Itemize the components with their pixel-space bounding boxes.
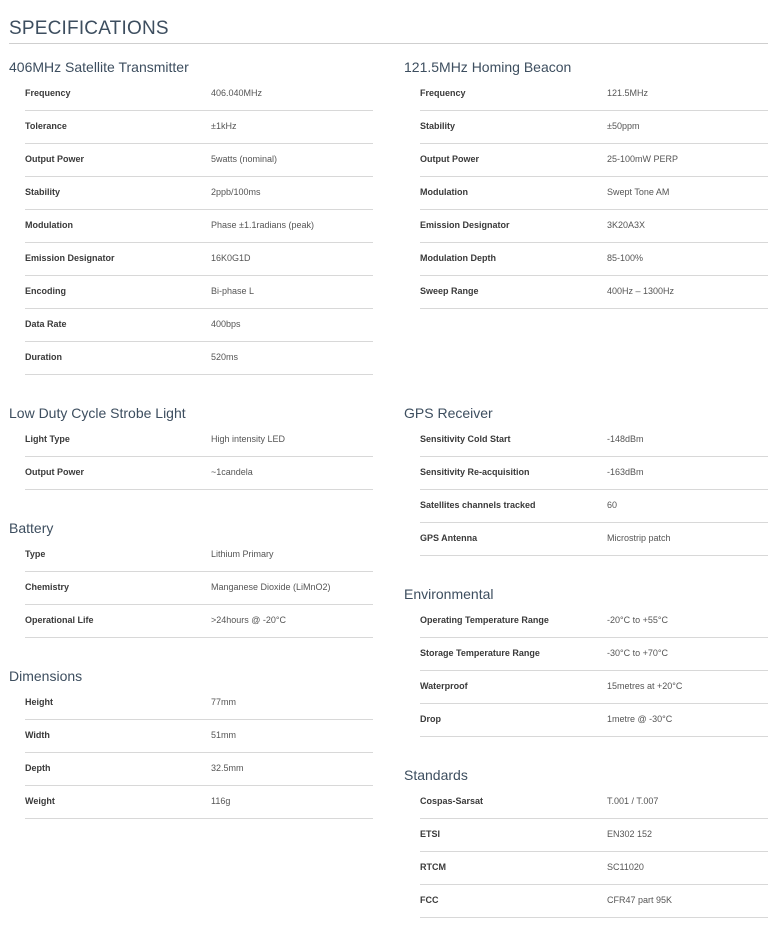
spec-label: Type bbox=[25, 549, 46, 559]
spec-row bbox=[25, 720, 373, 753]
spec-row bbox=[25, 111, 373, 144]
spec-row bbox=[420, 490, 768, 523]
spec-value: 32.5mm bbox=[211, 763, 244, 773]
spec-value: 15metres at +20°C bbox=[607, 681, 683, 691]
spec-value: -30°C to +70°C bbox=[607, 648, 668, 658]
section-environmental bbox=[404, 584, 768, 737]
spec-table bbox=[9, 78, 373, 375]
spec-label: Cospas-Sarsat bbox=[420, 796, 484, 806]
spec-value: SC11020 bbox=[607, 862, 644, 872]
spec-label: Modulation bbox=[420, 187, 468, 197]
section-transmitter bbox=[9, 57, 373, 375]
spec-value: ~1candela bbox=[211, 467, 253, 477]
spec-value: -148dBm bbox=[607, 434, 644, 444]
title-divider bbox=[9, 43, 768, 44]
spec-label: Drop bbox=[420, 714, 441, 724]
spec-label: Output Power bbox=[25, 154, 84, 164]
spec-label: Output Power bbox=[420, 154, 479, 164]
spec-row bbox=[420, 210, 768, 243]
spec-row bbox=[420, 523, 768, 556]
spec-value: >24hours @ -20°C bbox=[211, 615, 287, 625]
section-dimensions bbox=[9, 666, 373, 819]
spec-value: 16K0G1D bbox=[211, 253, 251, 263]
spec-row bbox=[25, 539, 373, 572]
spec-label: Frequency bbox=[25, 88, 71, 98]
spec-table bbox=[404, 605, 768, 737]
spec-row bbox=[25, 605, 373, 638]
spec-row bbox=[420, 424, 768, 457]
section-title: GPS Receiver bbox=[404, 405, 493, 421]
spec-row bbox=[420, 638, 768, 671]
spec-label: ETSI bbox=[420, 829, 441, 839]
spec-value: -163dBm bbox=[607, 467, 644, 477]
spec-row bbox=[420, 111, 768, 144]
spec-value: 25-100mW PERP bbox=[607, 154, 679, 164]
spec-row bbox=[420, 885, 768, 918]
spec-row bbox=[420, 671, 768, 704]
spec-value: ±50ppm bbox=[607, 121, 640, 131]
spec-label: Tolerance bbox=[25, 121, 67, 131]
spec-row bbox=[420, 243, 768, 276]
spec-value: Phase ±1.1radians (peak) bbox=[211, 220, 314, 230]
spec-row bbox=[420, 819, 768, 852]
spec-row bbox=[25, 753, 373, 786]
spec-label: Satellites channels tracked bbox=[420, 500, 536, 510]
spec-row bbox=[420, 457, 768, 490]
spec-row bbox=[25, 457, 373, 490]
spec-label: Emission Designator bbox=[420, 220, 510, 230]
spec-label: Height bbox=[25, 697, 53, 707]
spec-label: Storage Temperature Range bbox=[420, 648, 540, 658]
spec-label: Light Type bbox=[25, 434, 70, 444]
spec-row bbox=[25, 177, 373, 210]
spec-value: 121.5MHz bbox=[607, 88, 649, 98]
spec-row bbox=[420, 605, 768, 638]
spec-value: Lithium Primary bbox=[211, 549, 274, 559]
spec-row bbox=[25, 786, 373, 819]
spec-value: EN302 152 bbox=[607, 829, 653, 839]
spec-label: Modulation bbox=[25, 220, 73, 230]
spec-value: T.001 / T.007 bbox=[607, 796, 659, 806]
spec-row bbox=[420, 177, 768, 210]
spec-value: 3K20A3X bbox=[607, 220, 646, 230]
spec-table bbox=[404, 424, 768, 556]
spec-table bbox=[404, 78, 768, 309]
spec-value: 77mm bbox=[211, 697, 237, 707]
spec-label: Sweep Range bbox=[420, 286, 479, 296]
spec-value: 51mm bbox=[211, 730, 237, 740]
spec-label: Duration bbox=[25, 352, 62, 362]
section-title: Environmental bbox=[404, 586, 494, 602]
spec-table bbox=[9, 424, 373, 490]
spec-label: Stability bbox=[420, 121, 456, 131]
spec-row bbox=[25, 276, 373, 309]
spec-label: Output Power bbox=[25, 467, 84, 477]
spec-label: Depth bbox=[25, 763, 51, 773]
spec-row bbox=[420, 78, 768, 111]
page-title: SPECIFICATIONS bbox=[9, 17, 169, 39]
spec-label: Encoding bbox=[25, 286, 66, 296]
spec-row bbox=[25, 342, 373, 375]
section-title: 121.5MHz Homing Beacon bbox=[404, 59, 572, 75]
section-standards bbox=[404, 765, 768, 918]
section-homing-beacon bbox=[404, 57, 768, 309]
spec-value: 1metre @ -30°C bbox=[607, 714, 673, 724]
spec-value: 5watts (nominal) bbox=[211, 154, 278, 164]
section-title: Standards bbox=[404, 767, 468, 783]
section-title: Dimensions bbox=[9, 668, 83, 684]
spec-value: 2ppb/100ms bbox=[211, 187, 261, 197]
spec-value: 116g bbox=[211, 796, 231, 806]
spec-table bbox=[9, 687, 373, 819]
spec-row bbox=[420, 144, 768, 177]
spec-value: 400bps bbox=[211, 319, 241, 329]
spec-row bbox=[25, 243, 373, 276]
spec-value: -20°C to +55°C bbox=[607, 615, 668, 625]
spec-value: High intensity LED bbox=[211, 434, 286, 444]
spec-value: 520ms bbox=[211, 352, 239, 362]
spec-label: Waterproof bbox=[420, 681, 468, 691]
spec-row bbox=[25, 309, 373, 342]
spec-value: Manganese Dioxide (LiMnO2) bbox=[211, 582, 331, 592]
spec-label: Emission Designator bbox=[25, 253, 115, 263]
spec-value: ±1kHz bbox=[211, 121, 237, 131]
spec-value: 400Hz – 1300Hz bbox=[607, 286, 675, 296]
section-strobe bbox=[9, 403, 373, 490]
spec-table bbox=[9, 539, 373, 638]
section-title: 406MHz Satellite Transmitter bbox=[9, 59, 189, 75]
spec-row bbox=[25, 144, 373, 177]
spec-row bbox=[420, 852, 768, 885]
section-battery bbox=[9, 518, 373, 638]
spec-value: 60 bbox=[607, 500, 618, 510]
spec-value: 406.040MHz bbox=[211, 88, 263, 98]
spec-row bbox=[420, 276, 768, 309]
spec-value: 85-100% bbox=[607, 253, 644, 263]
spec-row bbox=[25, 78, 373, 111]
spec-label: GPS Antenna bbox=[420, 533, 478, 543]
section-gps-receiver bbox=[404, 403, 768, 556]
section-title: Low Duty Cycle Strobe Light bbox=[9, 405, 186, 421]
spec-label: Stability bbox=[25, 187, 61, 197]
spec-label: Width bbox=[25, 730, 50, 740]
spec-row bbox=[25, 572, 373, 605]
spec-row bbox=[420, 704, 768, 737]
spec-label: Modulation Depth bbox=[420, 253, 496, 263]
spec-value: Swept Tone AM bbox=[607, 187, 670, 197]
spec-value: Microstrip patch bbox=[607, 533, 671, 543]
spec-row bbox=[25, 424, 373, 457]
spec-label: FCC bbox=[420, 895, 439, 905]
spec-table bbox=[404, 786, 768, 918]
spec-label: Sensitivity Re-acquisition bbox=[420, 467, 530, 477]
spec-label: Frequency bbox=[420, 88, 466, 98]
spec-value: CFR47 part 95K bbox=[607, 895, 673, 905]
spec-label: Operational Life bbox=[25, 615, 94, 625]
spec-label: Chemistry bbox=[25, 582, 70, 592]
spec-label: Data Rate bbox=[25, 319, 67, 329]
spec-label: RTCM bbox=[420, 862, 446, 872]
spec-label: Sensitivity Cold Start bbox=[420, 434, 511, 444]
spec-label: Operating Temperature Range bbox=[420, 615, 549, 625]
spec-value: Bi-phase L bbox=[211, 286, 255, 296]
spec-label: Weight bbox=[25, 796, 55, 806]
section-title: Battery bbox=[9, 520, 54, 536]
spec-row bbox=[420, 786, 768, 819]
spec-row bbox=[25, 210, 373, 243]
spec-row bbox=[25, 687, 373, 720]
